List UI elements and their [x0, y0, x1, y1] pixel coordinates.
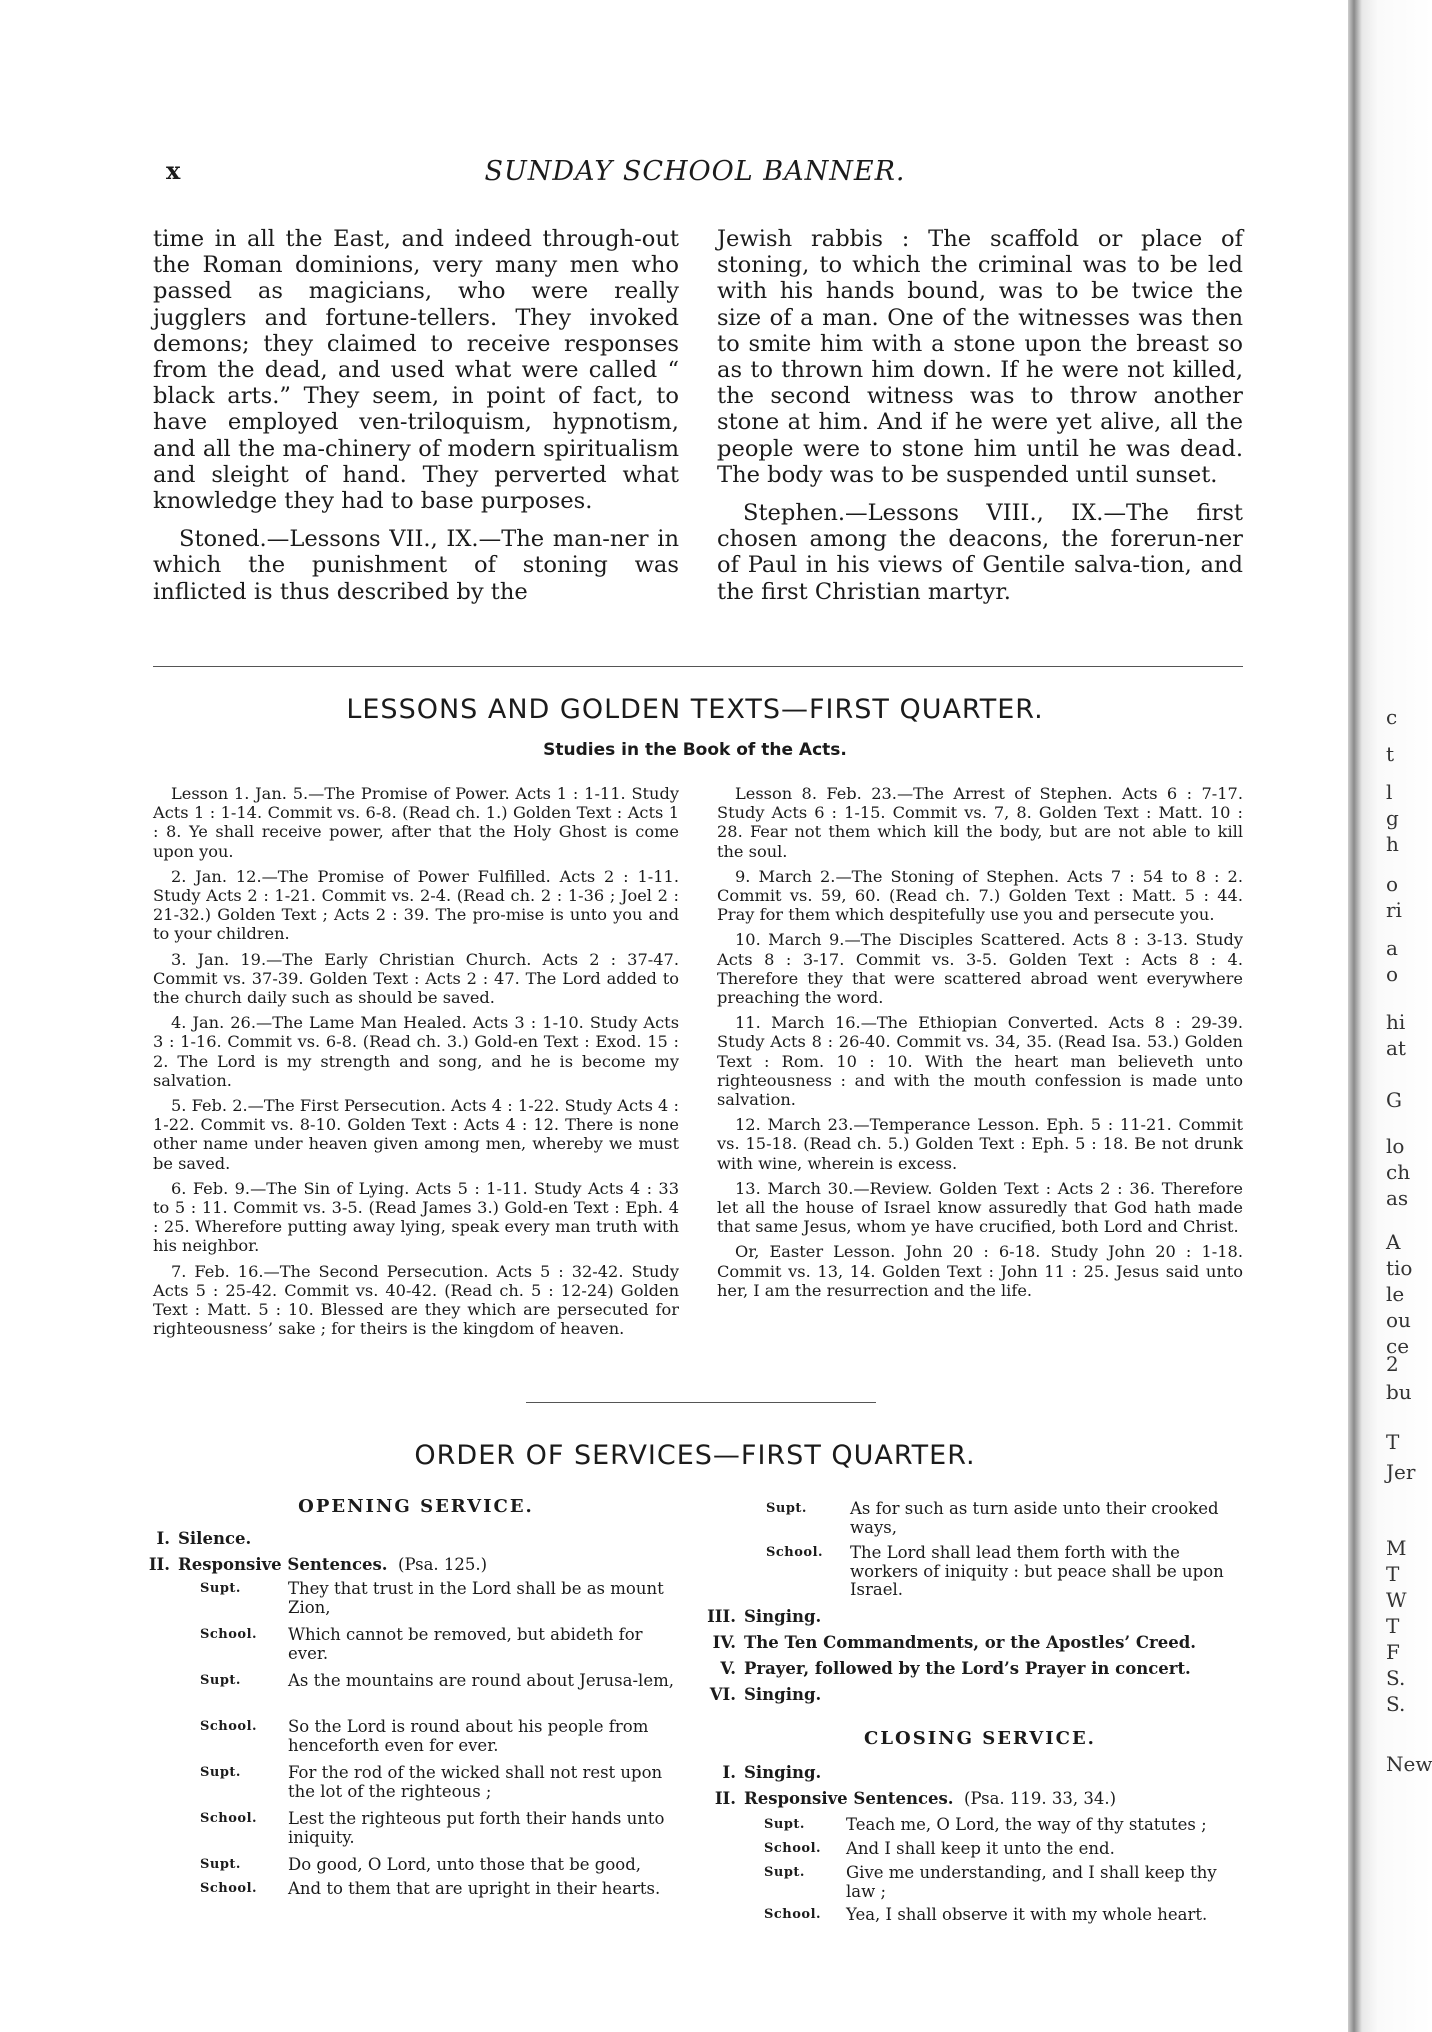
lesson-entry: 12. March 23.—Temperance Lesson. Eph. 5 : 11-21. Commit vs. 15-18. (Read ch. 5.) Golden Text : Eph. 5 : 18. Be not drunk with wine, wherein is excess.	[717, 1115, 1243, 1173]
responsive-sentence	[764, 1906, 1244, 1928]
item-number: I.	[722, 1763, 736, 1782]
edge-fragment: S.	[1386, 1666, 1406, 1690]
item-number: IV.	[712, 1633, 736, 1652]
speaker-label: School.	[200, 1811, 258, 1826]
responsive-sentence	[200, 1764, 680, 1804]
sentence-text: Teach me, O Lord, the way of thy statutes ;	[846, 1815, 1207, 1834]
service-item	[706, 1764, 821, 1783]
speaker-label: School.	[764, 1907, 822, 1922]
speaker-label: School.	[200, 1627, 258, 1642]
responsive-sentence	[200, 1810, 680, 1850]
lesson-entry: 10. March 9.—The Disciples Scattered. Acts 8 : 3-13. Study Acts 8 : 3-17. Commit vs. 3-5. Golden Text : Acts 8 : 4. Therefore they that were scattered abroad went everywhere preaching the word.	[717, 930, 1243, 1008]
service-item	[706, 1608, 821, 1627]
item-reference: (Psa. 119. 33, 34.)	[964, 1789, 1117, 1808]
body-paragraph: Jewish rabbis : The scaffold or place of stoning, to which the criminal was to be led with his hands bound, was to be twice the size of a man. One of the witnesses was then to smite him with a stone upon the breast so as to thrown him down. If he were not killed, the second witness was to throw another stone at him. And if he were yet alive, all the people were to stone him until he was dead. The body was to be suspended until sunset.	[717, 226, 1243, 488]
edge-fragment: hi	[1386, 1010, 1406, 1034]
sentence-text: And I shall keep it unto the end.	[846, 1839, 1115, 1858]
speaker-label: School.	[200, 1881, 258, 1896]
edge-fragment: M	[1386, 1536, 1407, 1560]
page-number: x	[166, 156, 181, 185]
lesson-entry: 4. Jan. 26.—The Lame Man Healed. Acts 3 : 1-10. Study Acts 3 : 1-16. Commit vs. 6-8. (Read ch. 3.) Gold-en Text : Exod. 15 : 2. The Lord is my strength and song, and he is become my salvation.	[153, 1013, 679, 1090]
speaker-label: School.	[200, 1719, 258, 1734]
speaker-label: Supt.	[200, 1857, 241, 1872]
item-text: Singing.	[744, 1763, 822, 1782]
sentence-text: And to them that are upright in their hearts.	[288, 1879, 661, 1898]
responsive-sentence	[200, 1880, 680, 1920]
edge-fragment: ch	[1386, 1160, 1411, 1184]
edge-fragment: T	[1386, 1614, 1400, 1638]
item-number: V.	[720, 1659, 736, 1678]
responsive-sentence	[200, 1580, 680, 1620]
speaker-label: Supt.	[200, 1765, 241, 1780]
edge-fragment: G	[1386, 1088, 1402, 1112]
body-right-column	[717, 226, 1243, 617]
item-text: Singing.	[744, 1685, 822, 1704]
lesson-entry: 13. March 30.—Review. Golden Text : Acts 2 : 36. Therefore let all the house of Israel know assuredly that God hath made that same Jesus, whom ye have crucified, both Lord and Christ.	[717, 1178, 1243, 1237]
responsive-sentence	[766, 1500, 1244, 1540]
edge-fragment: l	[1386, 780, 1393, 804]
edge-fragment: New	[1386, 1752, 1432, 1776]
edge-fragment: o	[1386, 962, 1399, 986]
service-item	[140, 1530, 251, 1549]
lesson-entry: 2. Jan. 12.—The Promise of Power Fulfilled. Acts 2 : 1-11. Study Acts 2 : 1-21. Commit vs. 2-4. (Read ch. 2 : 1-36 ; Joel 2 : 21-32.) Golden Text ; Acts 2 : 39. The pro-mise is unto you and to your children.	[153, 866, 679, 944]
lesson-entry: 6. Feb. 9.—The Sin of Lying. Acts 5 : 1-11. Study Acts 4 : 33 to 5 : 11. Commit vs. 3-5. (Read James 3.) Gold-en Text : Eph. 4 : 25. Wherefore putting away lying, speak every man truth with his neighbor.	[153, 1178, 679, 1256]
speaker-label: School.	[764, 1841, 822, 1856]
service-item	[706, 1686, 821, 1705]
edge-fragment: a	[1386, 936, 1398, 960]
edge-fragment: bu	[1386, 1380, 1412, 1404]
responsive-sentence	[764, 1840, 1244, 1862]
edge-fragment: ri	[1386, 898, 1402, 922]
sentence-text: Lest the righteous put forth their hands unto iniquity.	[288, 1809, 665, 1847]
lesson-entry: 7. Feb. 16.—The Second Persecution. Acts 5 : 32-42. Study Acts 5 : 25-42. Commit vs. 40-42. (Read ch. 5 : 12-24) Golden Text : Matt. 5 : 10. Blessed are they which are persecuted for righteousness’ sake ; for theirs is the kingdom of heaven.	[153, 1261, 679, 1339]
responsive-sentence	[200, 1626, 680, 1666]
service-item	[140, 1556, 487, 1575]
lessons-right-column	[717, 784, 1243, 1306]
service-item	[706, 1634, 1196, 1653]
item-number: II.	[714, 1789, 736, 1808]
responsive-sentence	[764, 1816, 1244, 1838]
lesson-entry: Lesson 8. Feb. 23.—The Arrest of Stephen. Acts 6 : 7-17. Study Acts 6 : 1-15. Commit vs. 7, 8. Golden Text : Matt. 10 : 28. Fear not them which kill the body, but are not able to kill the soul.	[717, 784, 1243, 861]
item-number: I.	[156, 1529, 170, 1548]
closing-service-heading: CLOSING SERVICE.	[864, 1728, 1096, 1749]
lesson-entry: 9. March 2.—The Stoning of Stephen. Acts 7 : 54 to 8 : 2. Commit vs. 59, 60. (Read ch. 7.) Golden Text : Matt. 5 : 44. Pray for them which despitefully use you and persecute you.	[717, 866, 1243, 925]
edge-fragment: T	[1386, 1562, 1400, 1586]
opening-service-heading: OPENING SERVICE.	[298, 1496, 534, 1517]
edge-fragment: at	[1386, 1036, 1406, 1060]
lessons-subtitle: Studies in the Book of the Acts.	[543, 740, 847, 760]
edge-fragment: g	[1386, 806, 1399, 830]
sentence-text: Give me understanding, and I shall keep thy law ;	[846, 1863, 1217, 1901]
item-text: Prayer, followed by the Lord’s Prayer in concert.	[744, 1659, 1191, 1678]
sentence-text: They that trust in the Lord shall be as mount Zion,	[288, 1579, 664, 1617]
edge-fragment: tio	[1386, 1256, 1413, 1280]
body-paragraph: Stephen.—Lessons VIII., IX.—The first chosen among the deacons, the forerun-ner of Paul in his views of Gentile salva-tion, and the first Christian martyr.	[717, 500, 1243, 605]
edge-fragment: h	[1386, 832, 1399, 856]
body-paragraph: time in all the East, and indeed through-out the Roman dominions, very many men who passed as magicians, who were really jugglers and fortune-tellers. They invoked demons; they claimed to receive responses from the dead, and used what were called “ black arts.” They seem, in point of fact, to have employed ven-triloquism, hypnotism, and all the ma-chinery of modern spiritualism and sleight of hand. They perverted what knowledge they had to base purposes.	[153, 226, 679, 515]
edge-fragment: ou	[1386, 1308, 1411, 1332]
item-number: II.	[148, 1555, 170, 1574]
body-left-column	[153, 226, 679, 617]
sentence-text: The Lord shall lead them forth with the workers of iniquity : but peace shall be upon Israel.	[850, 1543, 1224, 1600]
edge-fragment: o	[1386, 872, 1399, 896]
edge-fragment: lo	[1386, 1134, 1405, 1158]
lessons-title: LESSONS AND GOLDEN TEXTS—FIRST QUARTER.	[346, 694, 1044, 725]
item-text: The Ten Commandments, or the Apostles’ Creed.	[744, 1633, 1196, 1652]
item-text: Silence.	[178, 1529, 252, 1548]
running-title: SUNDAY SCHOOL BANNER.	[484, 156, 906, 187]
edge-fragment: Jer	[1386, 1460, 1416, 1484]
responsive-sentence	[764, 1864, 1244, 1904]
service-item	[706, 1790, 1116, 1809]
item-text: Singing.	[744, 1607, 822, 1626]
item-reference: (Psa. 125.)	[398, 1555, 488, 1574]
section-divider	[153, 666, 1243, 667]
speaker-label: Supt.	[764, 1817, 805, 1832]
sentence-text: Which cannot be removed, but abideth for ever.	[288, 1625, 643, 1663]
lesson-entry: 5. Feb. 2.—The First Persecution. Acts 4 : 1-22. Study Acts 4 : 1-22. Commit vs. 8-10. Golden Text : Acts 4 : 12. There is none other name under heaven given among men, whereby we must be saved.	[153, 1096, 679, 1173]
sentence-text: As for such as turn aside unto their crooked ways,	[850, 1499, 1219, 1537]
lessons-left-column	[153, 784, 679, 1344]
edge-fragment: ce	[1386, 1334, 1410, 1358]
responsive-sentence	[200, 1856, 680, 1878]
service-item	[706, 1660, 1191, 1679]
sentence-text: So the Lord is round about his people from henceforth even for ever.	[288, 1717, 649, 1755]
responsive-sentence	[200, 1672, 680, 1712]
speaker-label: Supt.	[200, 1673, 241, 1688]
lesson-entry: Lesson 1. Jan. 5.—The Promise of Power. Acts 1 : 1-11. Study Acts 1 : 1-14. Commit vs. 6-8. (Read ch. 1.) Golden Text : Acts 1 : 8. Ye shall receive power, after that the Holy Ghost is come upon you.	[153, 784, 679, 861]
edge-fragment: t	[1386, 742, 1395, 766]
body-paragraph: Stoned.—Lessons VII., IX.—The man-ner in which the punishment of stoning was inflicted is thus described by the	[153, 526, 679, 605]
running-header	[150, 156, 1240, 196]
item-number: VI.	[709, 1685, 736, 1704]
sentence-text: For the rod of the wicked shall not rest upon the lot of the righteous ;	[288, 1763, 663, 1801]
sentence-text: Do good, O Lord, unto those that be good,	[288, 1855, 642, 1874]
speaker-label: School.	[766, 1545, 824, 1560]
edge-fragment: le	[1386, 1282, 1405, 1306]
lesson-entry: 11. March 16.—The Ethiopian Converted. Acts 8 : 29-39. Study Acts 8 : 26-40. Commit vs. 34, 35. (Read Isa. 53.) Golden Text : Rom. 10 : 10. With the heart man believeth unto righteousness : and with the mouth confession is made unto salvation.	[717, 1013, 1243, 1110]
lesson-entry: Or, Easter Lesson. John 20 : 6-18. Study John 20 : 1-18. Commit vs. 13, 14. Golden Text : John 11 : 25. Jesus said unto her, I am the resurrection and the life.	[717, 1242, 1243, 1300]
edge-fragment: c	[1386, 705, 1398, 729]
edge-fragment: as	[1386, 1186, 1409, 1210]
speaker-label: Supt.	[200, 1581, 241, 1596]
item-number: III.	[707, 1607, 736, 1626]
item-text: Responsive Sentences.	[178, 1555, 388, 1574]
edge-fragment: 2	[1386, 1352, 1399, 1376]
responsive-sentence	[766, 1544, 1244, 1604]
speaker-label: Supt.	[764, 1865, 805, 1880]
lesson-entry: 3. Jan. 19.—The Early Christian Church. Acts 2 : 37-47. Commit vs. 37-39. Golden Text : Acts 2 : 47. The Lord added to the church daily such as should be saved.	[153, 949, 679, 1008]
edge-fragment: F	[1386, 1640, 1400, 1664]
edge-fragment: W	[1386, 1588, 1407, 1612]
item-text: Responsive Sentences.	[744, 1789, 954, 1808]
edge-fragment: S.	[1386, 1692, 1406, 1716]
short-divider	[526, 1402, 876, 1403]
sentence-text: As the mountains are round about Jerusa-lem,	[288, 1671, 674, 1690]
sentence-text: Yea, I shall observe it with my whole heart.	[846, 1905, 1208, 1924]
services-title: ORDER OF SERVICES—FIRST QUARTER.	[414, 1440, 976, 1471]
speaker-label: Supt.	[766, 1501, 807, 1516]
edge-fragment: T	[1386, 1430, 1400, 1454]
edge-fragment: A	[1386, 1230, 1401, 1254]
responsive-sentence	[200, 1718, 680, 1758]
